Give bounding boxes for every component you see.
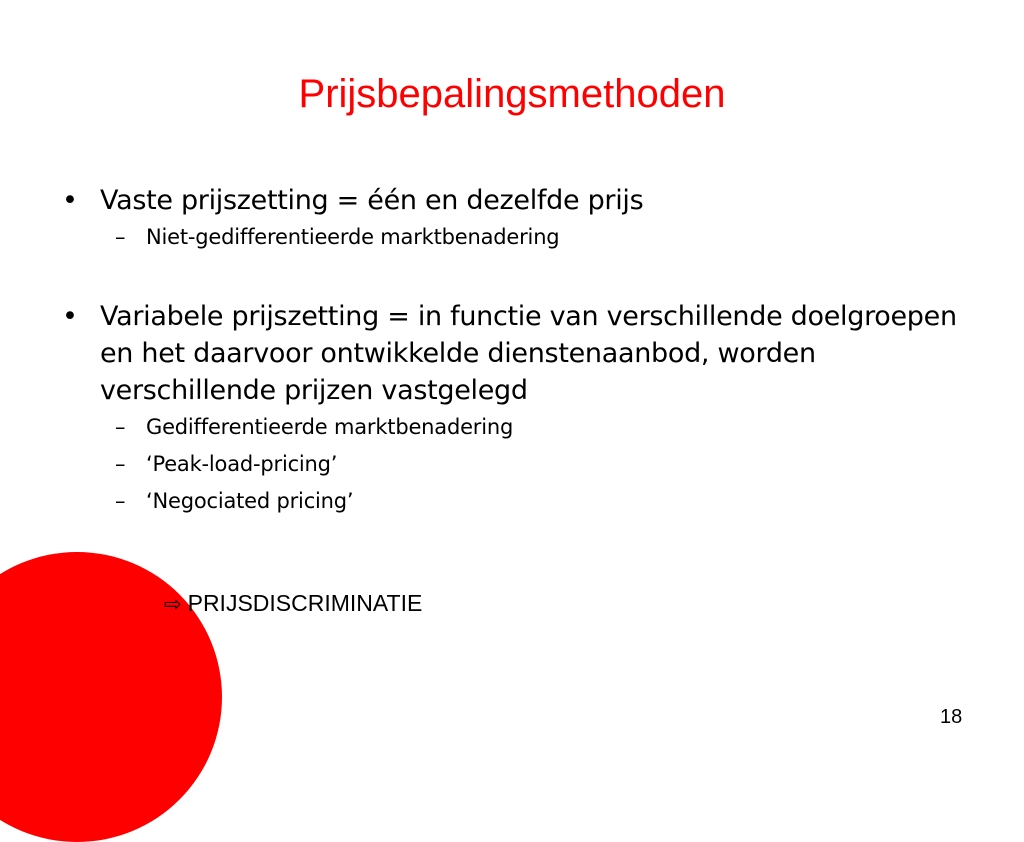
subbullet-marker: –	[115, 415, 126, 439]
subbullet-text: ‘Negociated pricing’	[146, 489, 354, 513]
bullet-item-fixed-pricing	[60, 182, 990, 219]
bullet-marker: •	[62, 301, 78, 332]
bullet-text: Vaste prijszetting = één en dezelfde prijs	[100, 185, 644, 216]
subbullet-marker: –	[115, 489, 126, 513]
subbullet-text: Gedifferentieerde marktbenadering	[146, 415, 514, 439]
bullet-list	[60, 182, 990, 520]
slide-title: Prijsbepalingsmethoden	[298, 72, 726, 116]
bullet-text: Variabele prijszetting = in functie van verschillende doelgroepen en het daarvoor ontwikkelde dienstenaanbod, worden verschillende prijzen vastgelegd	[100, 301, 957, 406]
spacer	[60, 256, 990, 298]
page-number: 18	[940, 706, 963, 728]
bullet-marker: •	[62, 185, 78, 216]
right-arrow-outline-icon: ⇨	[164, 593, 182, 616]
subbullet-item	[60, 483, 990, 520]
subbullet-item	[60, 409, 990, 446]
subbullet-item	[60, 446, 990, 483]
subbullet-marker: –	[115, 452, 126, 476]
conclusion-line	[164, 588, 422, 620]
subbullet-marker: –	[115, 225, 126, 249]
bullet-item-variable-pricing	[60, 298, 990, 409]
subbullet-item	[60, 219, 990, 256]
conclusion-text: PRIJSDISCRIMINATIE	[187, 590, 423, 616]
subbullet-text: Niet-gedifferentieerde marktbenadering	[146, 225, 560, 249]
subbullet-text: ‘Peak-load-pricing’	[146, 452, 338, 476]
